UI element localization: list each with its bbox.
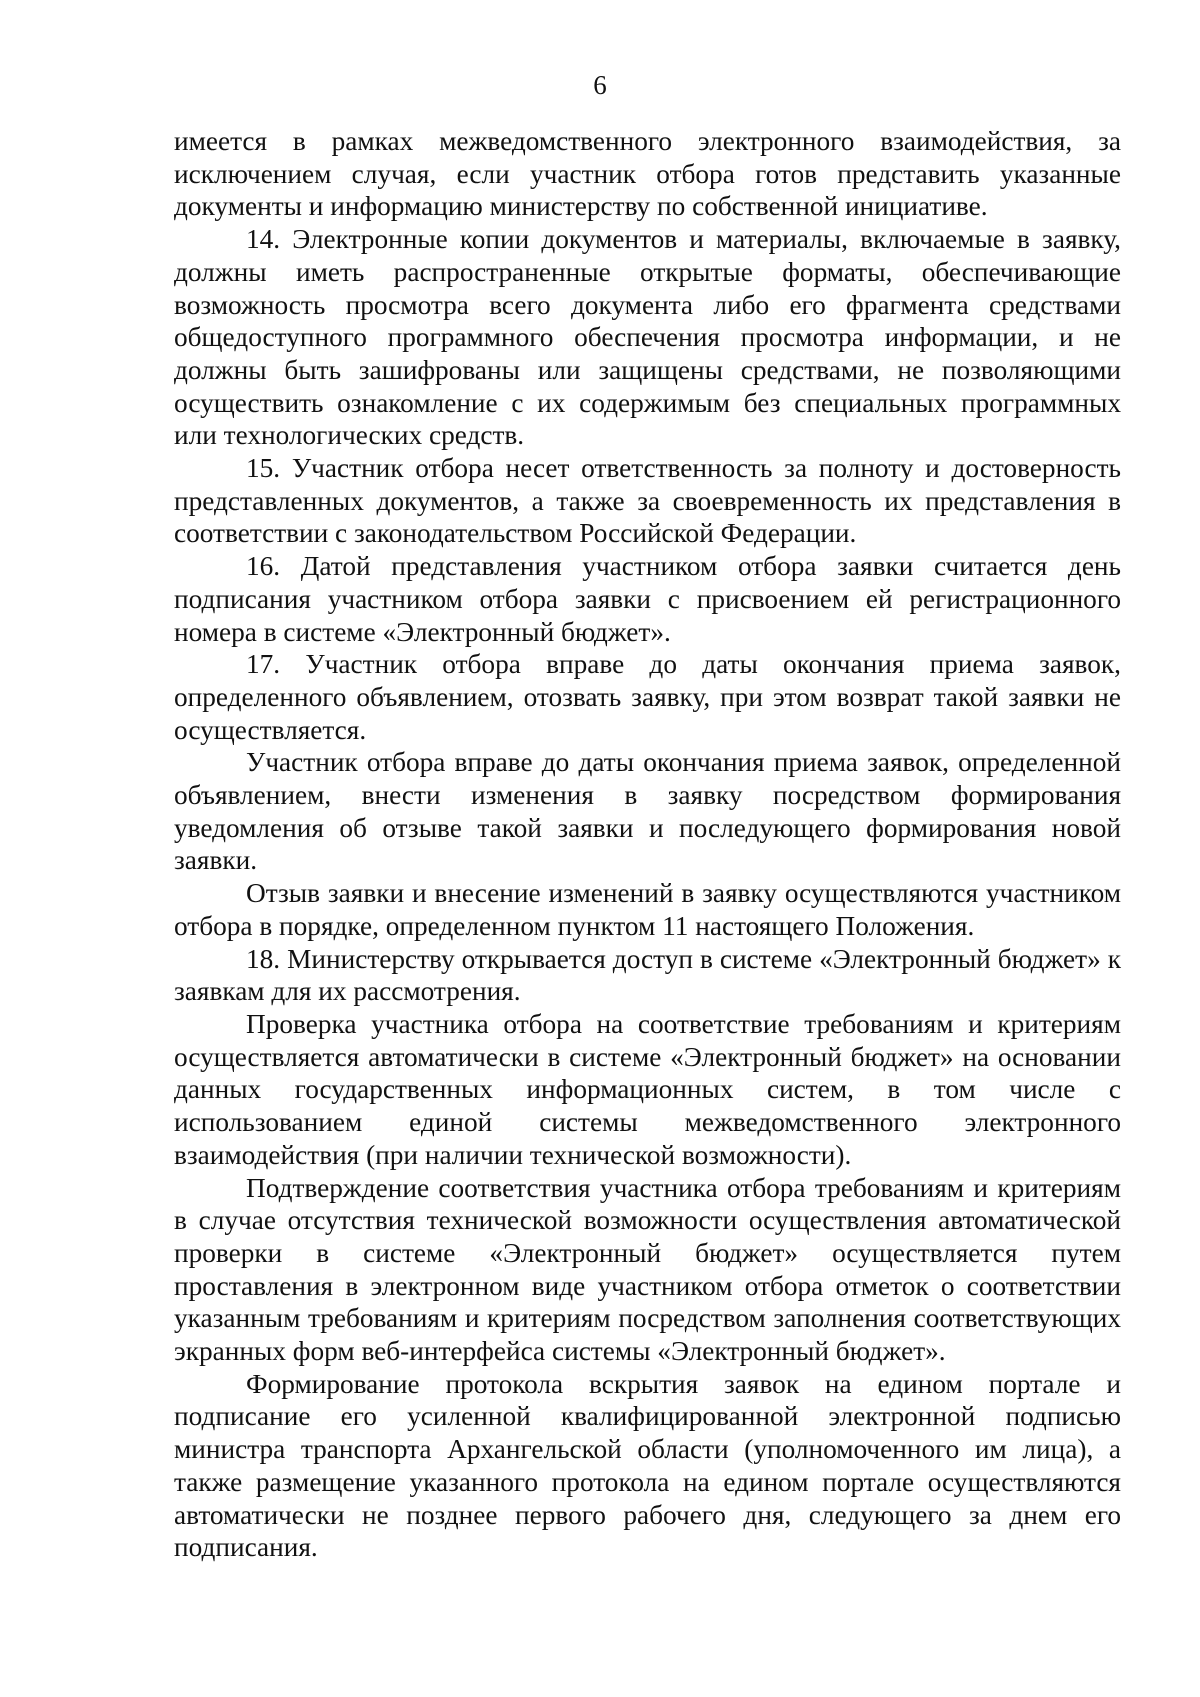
paragraph-clause-16: 16. Датой представления участником отбора заявки считается день подписания участником отбора заявки с присвоением ей регистрационного номера в системе «Электронный бюджет». [174, 551, 1121, 647]
paragraph-clause-17-withdrawal: Отзыв заявки и внесение изменений в заявку осуществляются участником отбора в порядке, определенном пунктом 11 настоящего Положения. [174, 878, 1121, 941]
page-number: 6 [593, 70, 607, 100]
paragraph-clause-17: 17. Участник отбора вправе до даты окончания приема заявок, определенного объявлением, отозвать заявку, при этом возврат такой заявки не осуществляется. [174, 649, 1121, 745]
paragraph-automatic-check: Проверка участника отбора на соответствие требованиям и критериям осуществляется автоматически в системе «Электронный бюджет» на основании данных государственных информационных систем, в том числе с использованием единой системы межведомственного электронного взаимодействия (при наличии технической возможности). [174, 1008, 1121, 1170]
paragraph-continuation: имеется в рамках межведомственного электронного взаимодействия, за исключением случая, если участник отбора готов представить указанные документы и информацию министерству по собственной инициативе. [174, 126, 1121, 222]
paragraph-clause-14: 14. Электронные копии документов и материалы, включаемые в заявку, должны иметь распространенные открытые форматы, обеспечивающие возможность просмотра всего документа либо его фрагмента средствами общедоступного программного обеспечения просмотра информации, и не должны быть зашифрованы или защищены средствами, не позволяющими осуществить ознакомление с их содержимым без специальных программных или технологических средств. [174, 224, 1121, 451]
paragraph-clause-15: 15. Участник отбора несет ответственность за полноту и достоверность представленных документов, а также за своевременность их представления в соответствии с законодательством Российской Федерации. [174, 453, 1121, 549]
paragraph-clause-17-changes: Участник отбора вправе до даты окончания приема заявок, определенной объявлением, внести изменения в заявку посредством формирования уведомления об отзыве такой заявки и последующего формирования новой заявки. [174, 747, 1121, 876]
paragraph-opening-protocol: Формирование протокола вскрытия заявок на едином портале и подписание его усиленной квалифицированной электронной подписью министра транспорта Архангельской области (уполномоченного им лица), а также размещение указанного протокола на едином портале осуществляются автоматически не позднее первого рабочего дня, следующего за днем его подписания. [174, 1368, 1121, 1563]
paragraph-clause-18: 18. Министерству открывается доступ в системе «Электронный бюджет» к заявкам для их рассмотрения. [174, 943, 1121, 1007]
document-body [174, 125, 1121, 1564]
paragraph-manual-confirmation: Подтверждение соответствия участника отбора требованиям и критериям в случае отсутствия технической возможности осуществления автоматической проверки в системе «Электронный бюджет» осуществляется путем проставления в электронном виде участником отбора отметок о соответствии указанным требованиям и критериям посредством заполнения соответствующих экранных форм веб-интерфейса системы «Электронный бюджет». [174, 1172, 1121, 1367]
